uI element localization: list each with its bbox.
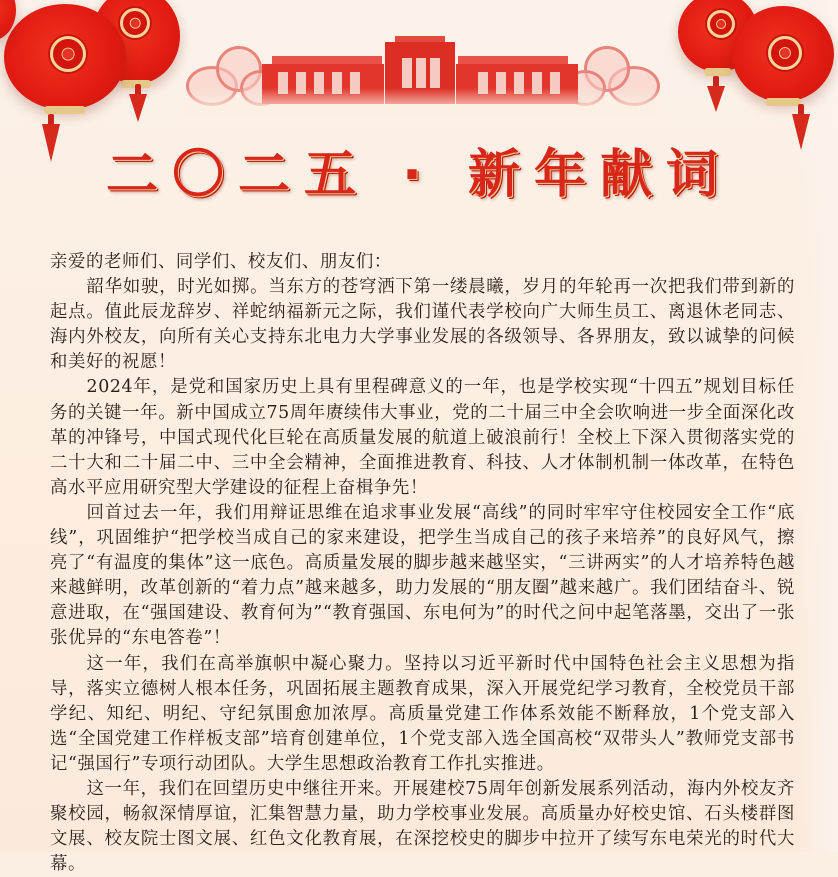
letter-greeting: 亲爱的老师们、同学们、校友们、朋友们：: [50, 252, 392, 272]
letter-paragraph: 2024年，是党和国家历史上具有里程碑意义的一年，也是学校实现“十四五”规划目标任务的关键一年。新中国成立75周年赓续伟大事业，党的二十届三中全会吹响进一步全面深化改革的冲锋号，中国式现代化巨轮在高质量发展的航道上破浪前行！全校上下深入贯彻落实党的二十大和二十届二中、三中全会精神，全面推进教育、科技、人才体制机制一体改革，在特色高水平应用研究型大学建设的征程上奋楫争先！: [50, 377, 795, 498]
letter-body: [50, 250, 795, 877]
plum-blossom-icon: [120, 8, 150, 38]
letter-paragraph: 韶华如驶，时光如掷。当东方的苍穹洒下第一缕晨曦，岁月的年轮再一次把我们带到新的起点。值此辰龙辞岁、祥蛇纳福新元之际，我们谨代表学校向广大师生员工、离退休老同志、海内外校友，向所有关心支持东北电力大学事业发展的各级领导、各界朋友，致以诚挚的问候和美好的祝愿！: [50, 277, 795, 373]
letter-paragraph: 这一年，我们在回望历史中继往开来。开展建校75周年创新发展系列活动，海内外校友齐聚校园，畅叙深情厚谊，汇集智慧力量，助力学校事业发展。高质量办好校史馆、石头楼群图文展、校友院士图文展、红色文化教育展，在深挖校史的脚步中拉开了续写东电荣光的时代大幕。: [50, 778, 795, 875]
lantern-icon-left-large: [4, 4, 126, 110]
tassel-icon: [129, 94, 147, 122]
lantern-icon-right-large: [732, 6, 834, 102]
tassel-icon: [707, 86, 725, 112]
letter-paragraph: 回首过去一年，我们用辩证思维在追求事业发展“高线”的同时牢牢守住校园安全工作“底线”，巩固维护“把学校当成自己的家来建设，把学生当成自己的孩子来培养”的良好风气，擦亮了“有温度的集体”这一底色。高质量发展的脚步越来越坚实，“三讲两实”的人才培养特色越来越鲜明，改革创新的“着力点”越来越多，助力发展的“朋友圈”越来越广。我们团结奋斗、锐意进取，在“强国建设、教育何为”“教育强国、东电何为”的时代之问中起笔落墨，交出了一张张优异的“东电答卷”！: [50, 502, 795, 649]
page-title: 二〇二五 · 新年献词: [106, 145, 732, 205]
letter-paragraph: 这一年，我们在高举旗帜中凝心聚力。坚持以习近平新时代中国特色社会主义思想为指导，落实立德树人根本任务，巩固拓展主题教育成果，深入开展党纪学习教育，全校党员干部学纪、知纪、明纪、守纪氛围愈加浓厚。高质量党建工作体系效能不断释放，1个党支部入选“全国党建工作样板支部”培育创建单位，1个党支部入选全国高校“双带头人”教师党支部书记“强国行”专项行动团队。大学生思想政治教育工作扎实推进。: [50, 653, 795, 774]
campus-building-illustration: [180, 40, 660, 112]
plum-blossom-icon: [50, 36, 86, 72]
plum-blossom-icon: [707, 10, 735, 38]
plum-blossom-icon: [768, 36, 802, 70]
